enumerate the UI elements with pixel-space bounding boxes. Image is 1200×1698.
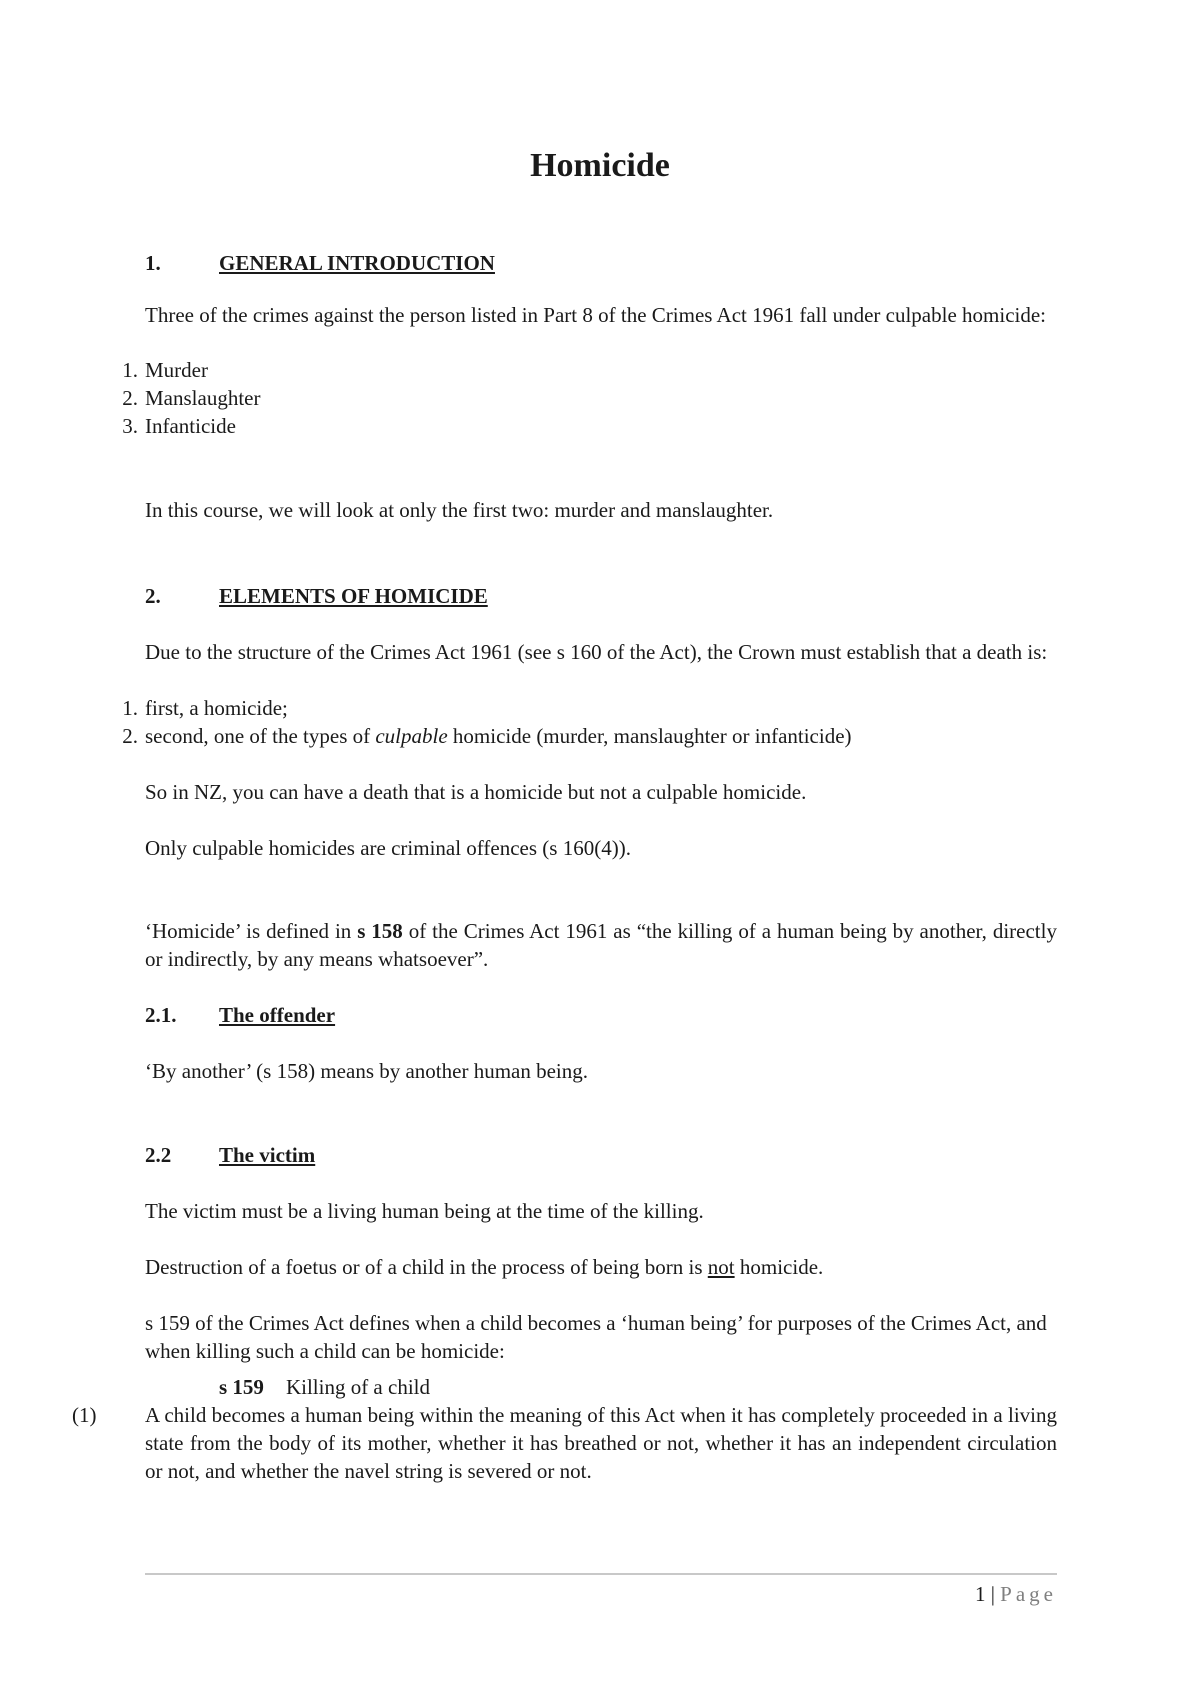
section-2-1-text: ‘By another’ (s 158) means by another human being.: [145, 1059, 589, 1083]
list-item-number: 2.: [122, 386, 138, 410]
subsection-number: (1): [72, 1403, 97, 1427]
page-label: Page: [1000, 1582, 1057, 1606]
list-item-number: 1.: [122, 696, 138, 720]
section-1-heading: GENERAL INTRODUCTION: [219, 251, 495, 275]
section-2-1-heading: The offender: [219, 1003, 336, 1027]
statute-heading: [219, 1373, 430, 1401]
list-item-number: 3.: [122, 414, 138, 438]
section-2-1-number: 2.1.: [145, 1003, 177, 1027]
emphasis-culpable: culpable: [375, 724, 448, 748]
section-1-closing: In this course, we will look at only the first two: murder and manslaughter.: [145, 498, 774, 522]
underlined-not: not: [707, 1255, 735, 1279]
list-item-number: 2.: [122, 724, 138, 748]
list-item-text: first, a homicide;: [145, 696, 288, 720]
paragraph-homicide-not-culpable: So in NZ, you can have a death that is a homicide but not a culpable homicide.: [145, 780, 807, 804]
section-2-number: 2.: [145, 584, 161, 608]
paragraph-culpable-offences: Only culpable homicides are criminal offences (s 160(4)).: [145, 836, 631, 860]
section-2-2-number: 2.2: [145, 1143, 172, 1167]
paragraph-foetus: Destruction of a foetus or of a child in the process of being born is not homicide.: [145, 1255, 824, 1279]
section-2-heading: ELEMENTS OF HOMICIDE: [219, 584, 488, 608]
list-item-number: 1.: [122, 358, 138, 382]
list-item-text: Infanticide: [145, 414, 236, 438]
page-number: 1: [974, 1582, 986, 1606]
list-item-text: Murder: [145, 358, 208, 382]
section-2-intro: Due to the structure of the Crimes Act 1961 (see s 160 of the Act), the Crown must establish that a death is:: [145, 640, 1048, 664]
paragraph-s159-intro: s 159 of the Crimes Act defines when a child becomes a ‘human being’ for purposes of the Crimes Act, and when killing such a child can be homicide:: [145, 1311, 1047, 1363]
paragraph-homicide-definition: ‘Homicide’ is defined in s 158 of the Crimes Act 1961 as “the killing of a human being by another, directly or indirectly, by any means whatsoever”.: [145, 919, 1057, 971]
section-reference: s 158: [357, 919, 403, 943]
statute-reference: s 159: [219, 1375, 264, 1399]
statute-title: Killing of a child: [285, 1375, 430, 1399]
page-footer: 1 | Page: [974, 1582, 1057, 1606]
list-item-text: second, one of the types of culpable homicide (murder, manslaughter or infanticide): [145, 724, 852, 748]
footer-divider: [145, 1573, 1057, 1575]
document-title: Homicide: [530, 147, 670, 184]
paragraph-living-victim: The victim must be a living human being at the time of the killing.: [145, 1199, 704, 1223]
section-1-intro: Three of the crimes against the person listed in Part 8 of the Crimes Act 1961 fall under culpable homicide:: [145, 303, 1047, 327]
list-item-text: Manslaughter: [145, 386, 261, 410]
section-1-number: 1.: [145, 251, 161, 275]
section-2-2-heading: The victim: [219, 1143, 316, 1167]
subsection-text: A child becomes a human being within the meaning of this Act when it has completely proceeded in a living state from the body of its mother, whether it has breathed or not, whether it has an independent circulation or not, and whether the navel string is severed or not.: [145, 1403, 1057, 1483]
